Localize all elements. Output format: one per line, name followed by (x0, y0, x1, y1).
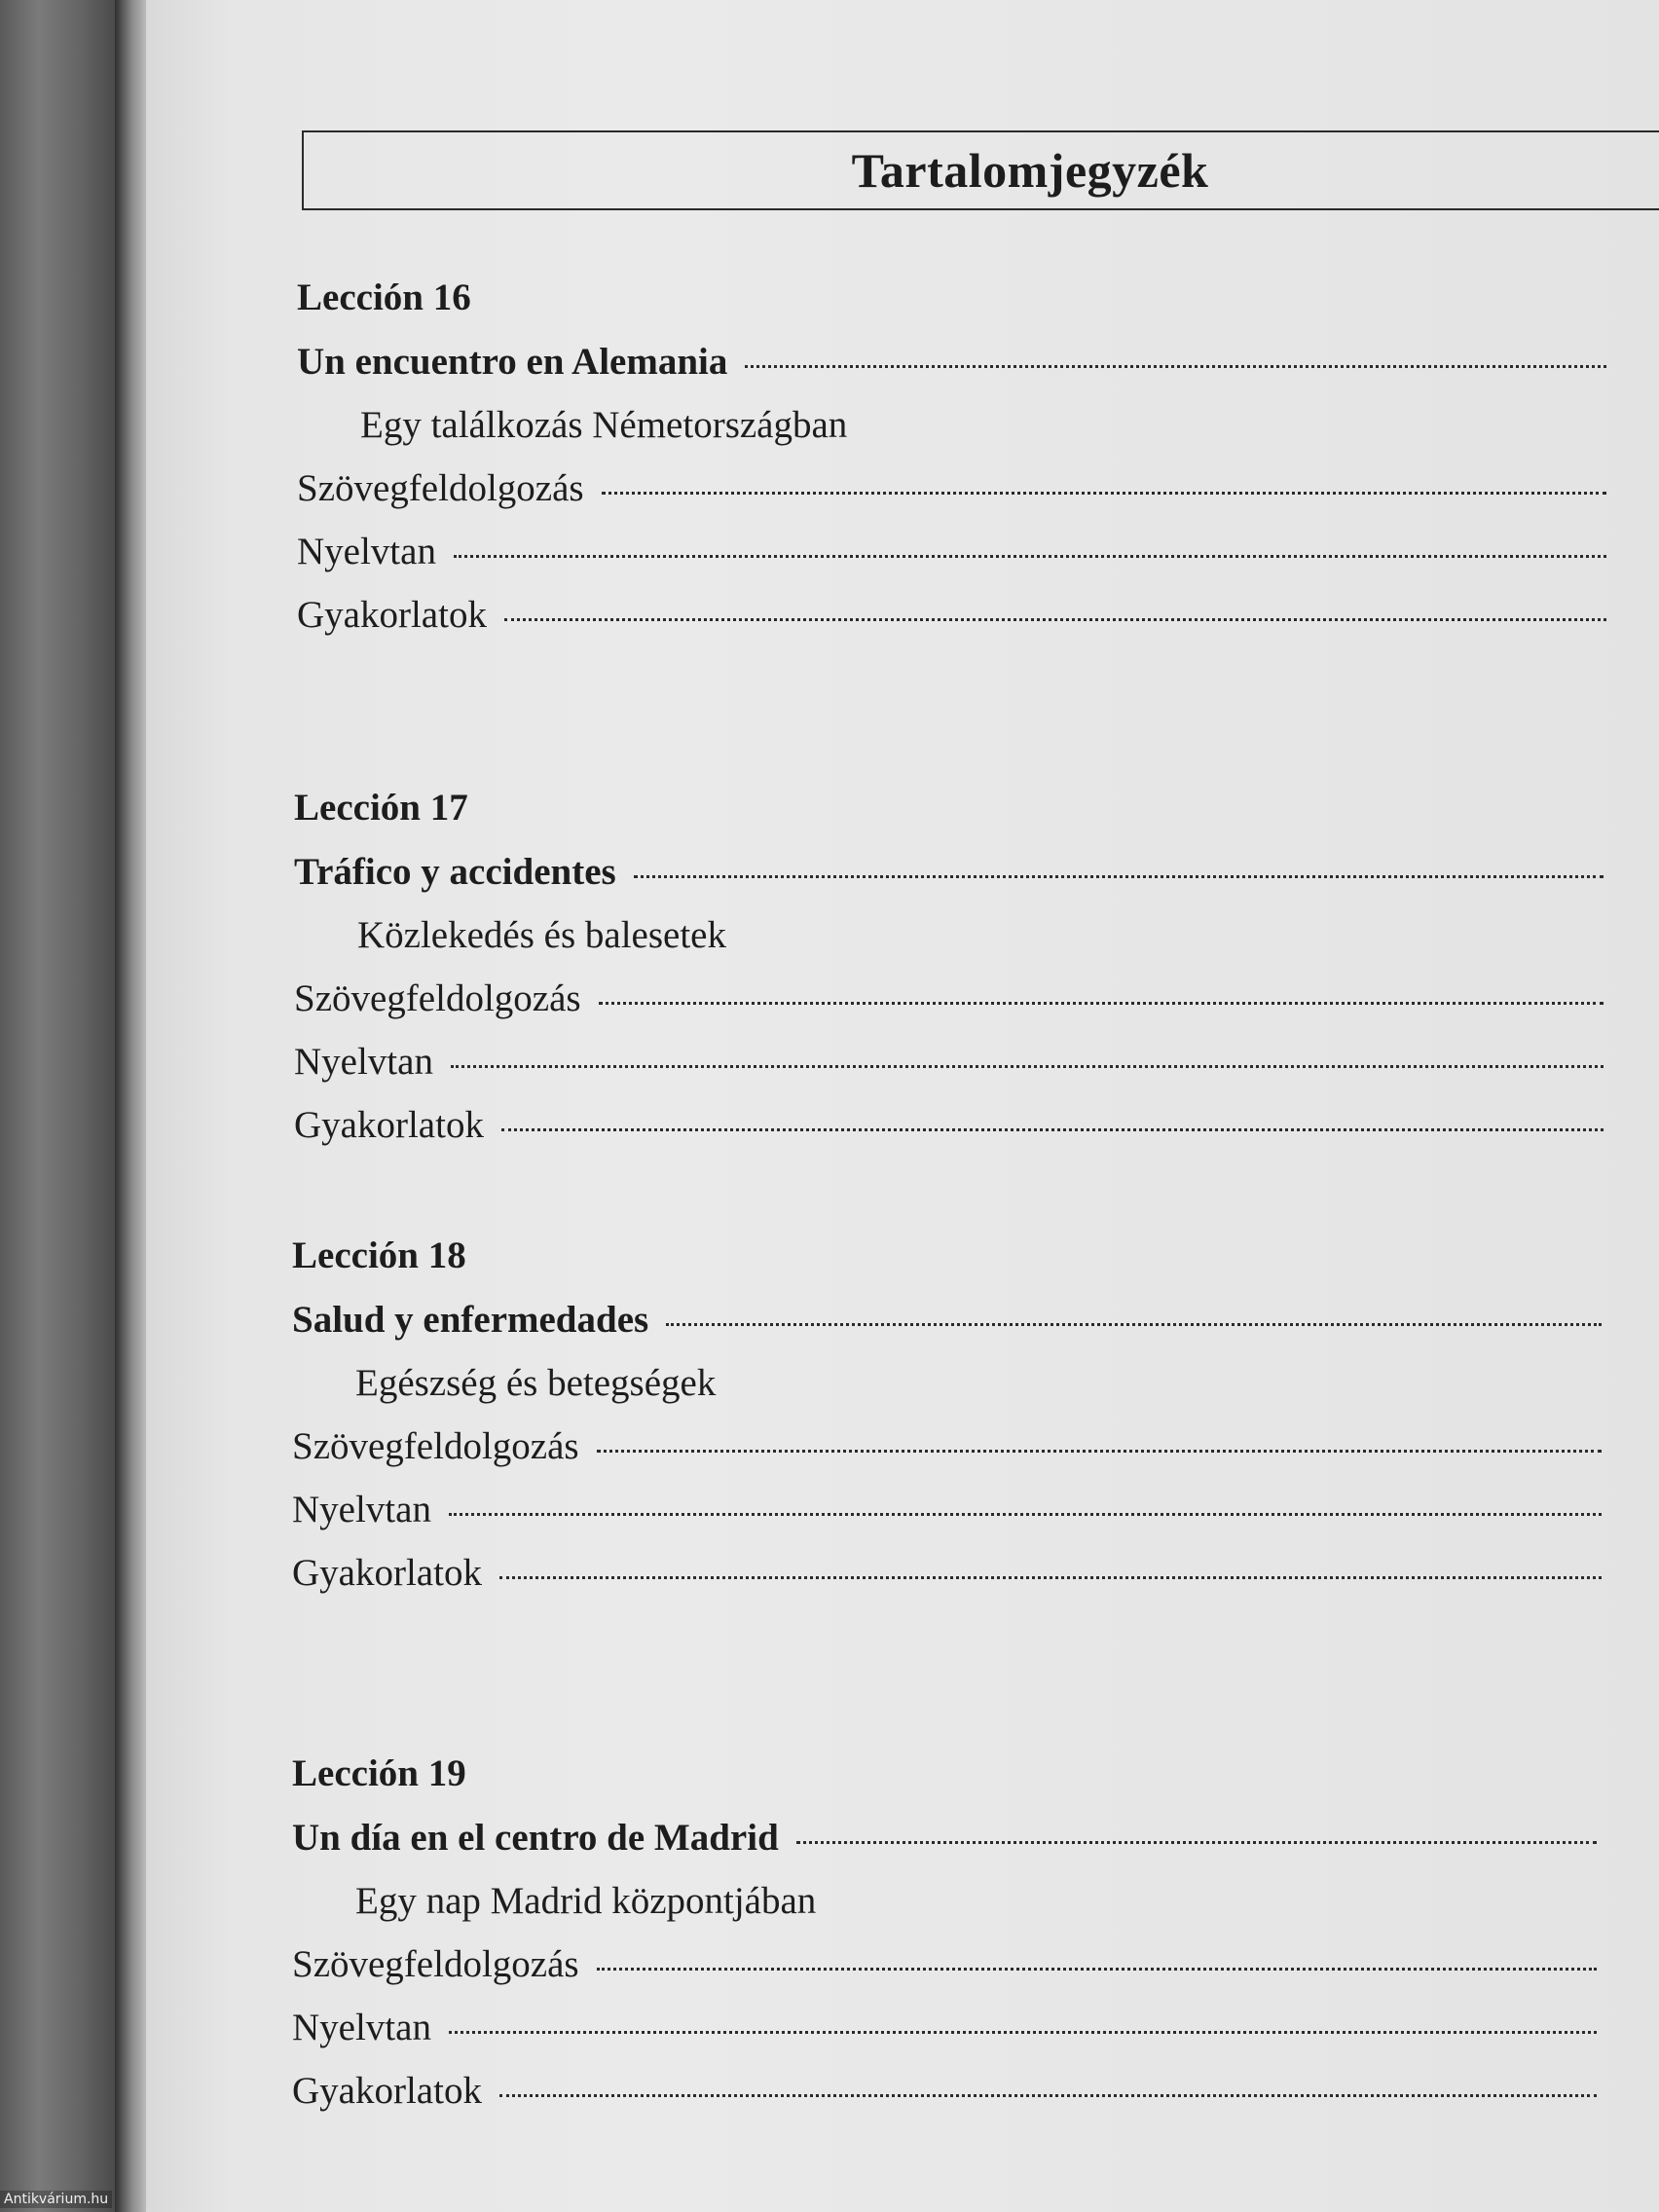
section-label: Gyakorlatok (292, 1552, 482, 1594)
toc-entry-translation (292, 1354, 1602, 1418)
dot-leader (454, 554, 1606, 558)
lesson-number: Lección 18 (292, 1235, 466, 1276)
dot-leader (597, 1449, 1602, 1453)
toc-entry (292, 1481, 1602, 1544)
toc-entry-topic (297, 333, 1606, 396)
topic-title: Salud y enfermedades (292, 1299, 649, 1341)
watermark: Antikvárium.hu (0, 2191, 112, 2208)
section-label: Szövegfeldolgozás (292, 1425, 579, 1467)
section-label: Nyelvtan (294, 1041, 433, 1083)
dot-leader (499, 2093, 1597, 2097)
toc-entry-translation (297, 396, 1606, 460)
toc-entry (297, 523, 1606, 586)
dot-leader (634, 874, 1604, 878)
section-label: Gyakorlatok (297, 594, 487, 636)
section-label: Szövegfeldolgozás (292, 1943, 579, 1985)
toc-entry (294, 1033, 1604, 1096)
toc-entry-topic (292, 1809, 1597, 1872)
dot-leader (501, 1127, 1604, 1131)
toc-entry (292, 1544, 1602, 1607)
lesson-18 (292, 1227, 1602, 1607)
topic-translation: Egy nap Madrid központjában (355, 1880, 817, 1922)
toc-entry-translation (292, 1872, 1597, 1936)
section-label: Gyakorlatok (292, 2070, 482, 2112)
dot-leader (796, 1840, 1597, 1844)
lesson-number: Lección 17 (294, 787, 468, 829)
section-label: Nyelvtan (297, 531, 436, 572)
lesson-16 (297, 269, 1606, 649)
toc-entry-translation (294, 906, 1604, 970)
toc-entry (297, 586, 1606, 649)
section-label: Szövegfeldolgozás (297, 467, 584, 509)
toc-entry-topic (294, 843, 1604, 906)
lesson-19 (292, 1745, 1597, 2125)
section-label: Nyelvtan (292, 1489, 431, 1530)
dot-leader (602, 491, 1606, 495)
book-page (146, 0, 1659, 2212)
topic-translation: Egészség és betegségek (355, 1362, 717, 1404)
section-label: Nyelvtan (292, 2007, 431, 2048)
toc-entry (292, 1999, 1597, 2062)
topic-title: Un encuentro en Alemania (297, 341, 728, 383)
toc-entry (292, 1936, 1597, 1999)
toc-entry-topic (292, 1291, 1602, 1354)
toc-entry (294, 1096, 1604, 1160)
toc-entry (294, 970, 1604, 1033)
dot-leader (599, 1001, 1604, 1005)
toc-entry (292, 1418, 1602, 1481)
dot-leader (449, 1512, 1602, 1516)
dot-leader (597, 1967, 1597, 1971)
dot-leader (666, 1322, 1602, 1326)
page-title: Tartalomjegyzék (851, 143, 1209, 198)
toc-entry (297, 460, 1606, 523)
topic-translation: Közlekedés és balesetek (357, 914, 726, 956)
lesson-17 (294, 779, 1604, 1160)
topic-translation: Egy találkozás Németországban (360, 404, 848, 446)
toc-entry (292, 2062, 1597, 2125)
dot-leader (449, 2030, 1597, 2034)
dot-leader (504, 617, 1606, 621)
lesson-number: Lección 19 (292, 1752, 466, 1794)
title-box (302, 130, 1659, 210)
topic-title: Un día en el centro de Madrid (292, 1817, 779, 1859)
dot-leader (451, 1064, 1604, 1068)
section-label: Szövegfeldolgozás (294, 977, 581, 1019)
dot-leader (499, 1575, 1602, 1579)
section-label: Gyakorlatok (294, 1104, 484, 1146)
topic-title: Tráfico y accidentes (294, 851, 616, 893)
dot-leader (745, 364, 1606, 368)
lesson-number: Lección 16 (297, 276, 471, 318)
